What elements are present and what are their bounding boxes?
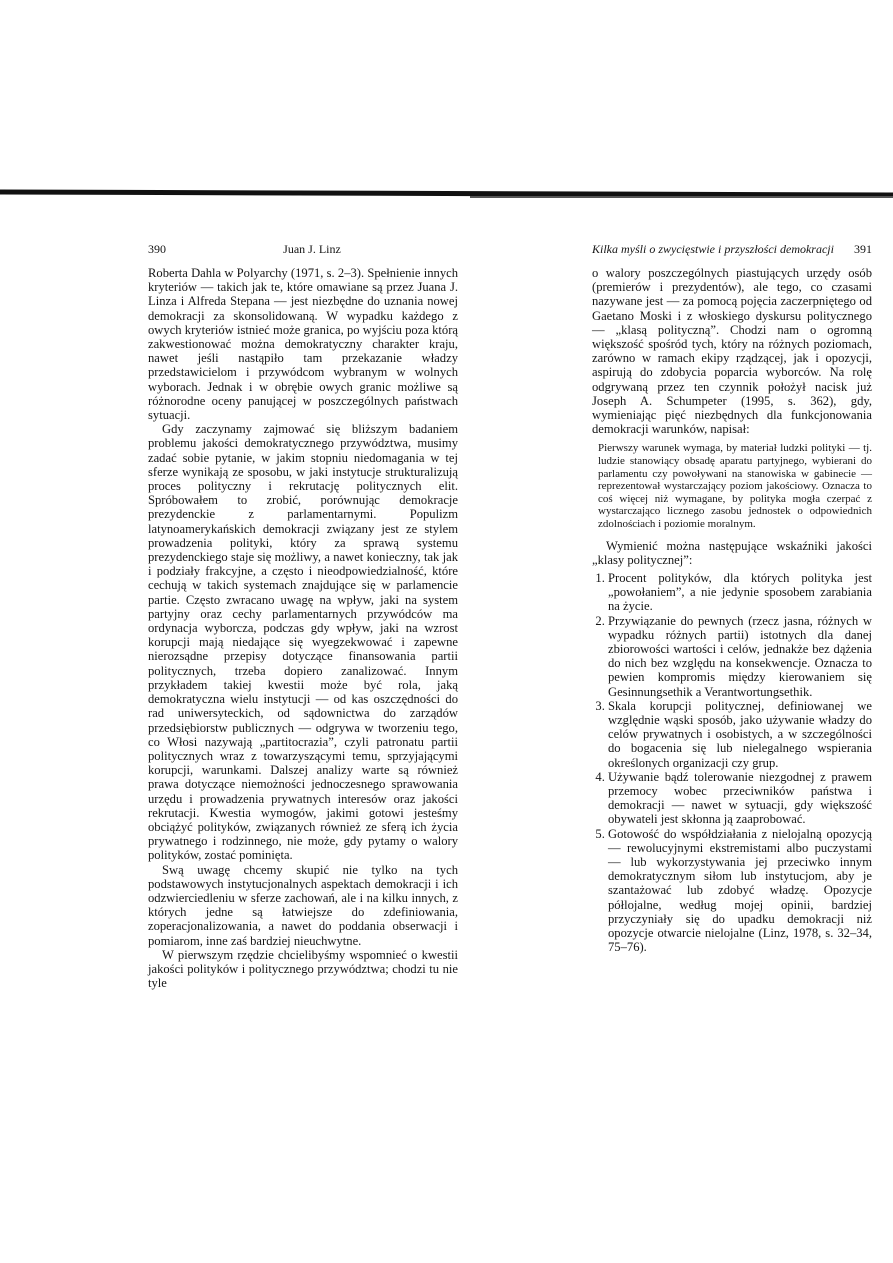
running-head: Juan J. Linz xyxy=(283,241,341,256)
scan-edge-line xyxy=(470,196,893,198)
left-page xyxy=(148,232,458,990)
list-item: 1. Procent polityków, dla których polityka jest „powołaniem”, a nie jedynie sposobem zarabiania na życie. xyxy=(608,571,872,614)
block-quote: Pierwszy warunek wymaga, by materiał ludzki polityki — tj. ludzie stanowiący obsadę aparatu partyjnego, wybierani do parlamentu czy powoływani na stanowiska w gabinecie — reprezentował wystarczający poziom jakościowy. Oznacza to coś więcej niż wymagane, by polityka mogła czerpać z wystarczająco licznego zasobu jednostek o odpowiednich zdolnościach i poziomie moralnym. xyxy=(598,442,872,530)
list-item: 4. Używanie bądź tolerowanie niezgodnej z prawem przemocy wobec przeciwników państwa i demokracji — nawet w sytuacji, gdy większość obywateli jest skłonna ją zaaprobować. xyxy=(608,770,872,827)
paragraph: Wymienić można następujące wskaźniki jakości „klasy politycznej”: xyxy=(592,538,872,567)
paragraph: o walory poszczególnych piastujących urzędy osób (premierów i prezydentów), ale tego, co czasami nazywane jest — za pomocą pojęcia zaczerpniętego od Gaetano Moski i z włoskiego dyskursu politycznego — „klasą polityczną”. Chodzi nam o ogromną większość spośród tych, który na różnych poziomach, zarówno w ramach ekipy rządzącej, jak i opozycji, aspirują do zdobycia poparcia wyborców. Na rolę odgrywaną przez ten czynnik położył nacisk już Joseph A. Schumpeter (1995, s. 362), gdy, wymieniając pięć niezbędnych dla funkcjonowania demokracji warunków, napisał: xyxy=(592,266,872,437)
paragraph: Roberta Dahla w Polyarchy (1971, s. 2–3). Spełnienie innych kryteriów — takich jak te, które omawiane są przez Juana J. Linza i Alfreda Stepana — jest niezbędne do uznania nowej demokracji za skonsolidowaną. W wypadku każdego z owych kryteriów istnieć może granica, po wyjściu poza którą zakwestionować można demokratyczny charakter kraju, nawet jeśli nastąpiło tam przekazanie władzy przedstawicielom i przywódcom wybranym w wolnych wyborach. Jednak i w obrębie owych granic możliwe są różnorodne oceny panującej w poszczególnych państwach sytuacji. xyxy=(148,266,458,423)
page-number: 391 xyxy=(854,241,872,256)
list-item: 2. Przywiązanie do pewnych (rzecz jasna, różnych w wypadku różnych partii) istotnych dla danej zbiorowości wartości i celów, jednakże bez dążenia do nich bez względu na konsekwencje. Oznacza to pewien kompromis między kierowaniem się Gesinnungsethik a Verantwortungsethik. xyxy=(608,614,872,699)
running-head: Kilka myśli o zwycięstwie i przyszłości demokracji xyxy=(592,241,834,256)
paragraph: Gdy zaczynamy zajmować się bliższym badaniem problemu jakości demokratycznego przywództwa, musimy zadać sobie pytanie, w jakim stopniu niedomagania w tej sferze wynikają ze sposobu, w jaki instytucje strukturalizują proces polityczny i rekrutację politycznych elit. Spróbowałem to zrobić, porównując demokracje prezydenckie z parlamentarnymi. Populizm latynoamerykańskich demokracji związany jest ze stylem prowadzenia polityki, który za sprawą systemu prezydenckiego staje się możliwy, a nawet konieczny, tak jak i podziały frakcyjne, a często i nieodpowiedzialność, które cechują w takich systemach znajdujące się w parlamencie partie. Często zwracano uwagę na wpływ, jaki na system partyjny oraz cechy parlamentarnych przywódców ma ordynacja wyborcza, podczas gdy wpływ, jaki na wzrost korupcji mają niedające się wyegzekwować i zapewne nierozsądne przepisy dotyczące finansowania partii politycznych, trzeba dopiero zanalizować. Innym przykładem takiej kwestii może być rola, jaką demokratyczna wielu instytucji — od kas oszczędności do rad uniwersyteckich, od sądownictwa do zarządów przedsiębiorstw publicznych — odgrywa w tworzeniu tego, co Włosi nazywają „partitocrazia”, czyli patronatu partii politycznych wraz z towarzyszącymi temu, sprzyjającymi korupcji, warunkami. Dalszej analizy warte są również prawa dotyczące niemożności jednoczesnego sprawowania urzędu i prowadzenia prywatnych interesów oraz jakości rekrutacji. Kwestia wymogów, jakimi gotowi jesteśmy obciążyć polityków, związanych również ze sferą ich życia prywatnego i rodzinnego, nie może, gdy pytamy o walory polityków, zostać pominięta. xyxy=(148,422,458,863)
right-page-header xyxy=(592,232,872,266)
page-number: 390 xyxy=(148,241,166,256)
left-page-header xyxy=(148,232,458,266)
paragraph: Swą uwagę chcemy skupić nie tylko na tych podstawowych instytucjonalnych aspektach demokracji i ich odzwierciedleniu w sferze zachowań, ale i na kilku innych, z których jedne są łatwiejsze do zdefiniowania, zoperacjonalizowania, a nawet do poddania obserwacji i pomiarom, inne zaś bardziej nieuchwytne. xyxy=(148,862,458,948)
indicator-list xyxy=(592,571,872,954)
list-item: 3. Skala korupcji politycznej, definiowanej we względnie wąski sposób, jako używanie władzy do celów prywatnych i osobistych, a w szczególności do bogacenia się lub nielegalnego wspierania określonych organizacji czy grup. xyxy=(608,699,872,770)
paragraph: W pierwszym rzędzie chcielibyśmy wspomnieć o kwestii jakości polityków i politycznego przywództwa; chodzi tu nie tyle xyxy=(148,947,458,991)
right-page xyxy=(592,232,872,954)
list-item: 5. Gotowość do współdziałania z nielojalną opozycją — rewolucyjnymi ekstremistami albo puczystami — lub wykorzystywania jej przeciwko innym demokratycznym siłom lub instytucjom, aby je szantażować lub zdobyć władzę. Opozycje półlojalne, według mojej opinii, bardziej przyczyniały się do upadku demokracji niż opozycje otwarcie nielojalne (Linz, 1978, s. 32–34, 75–76). xyxy=(608,827,872,955)
